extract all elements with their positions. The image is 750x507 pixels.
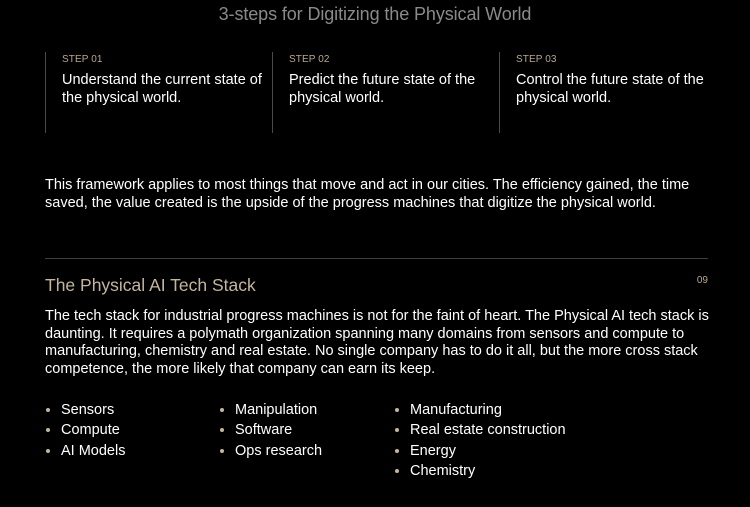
bullet-icon xyxy=(46,428,50,432)
bullet-icon xyxy=(395,408,399,412)
bullet-icon xyxy=(46,449,50,453)
bullet-icon xyxy=(395,428,399,432)
list-item-label: Chemistry xyxy=(410,462,476,479)
list-item-label: AI Models xyxy=(61,442,126,459)
list-item-label: Manufacturing xyxy=(410,402,502,418)
step-1 xyxy=(45,52,272,133)
list-item xyxy=(219,420,322,440)
list-item-label: Software xyxy=(235,422,293,439)
bullet-icon xyxy=(395,449,399,453)
list-item-label: Sensors xyxy=(61,402,115,418)
step-2 xyxy=(272,52,499,133)
page-title: 3-steps for Digitizing the Physical World xyxy=(218,4,532,24)
page-number: 09 xyxy=(696,275,708,286)
tech-stack-list-2 xyxy=(219,400,322,461)
list-item xyxy=(394,400,566,420)
step-3 xyxy=(499,52,719,133)
list-item xyxy=(45,400,125,420)
tech-stack-list-1 xyxy=(45,400,125,461)
list-item-label: Manipulation xyxy=(235,402,318,418)
list-item xyxy=(394,461,566,481)
section-title: The Physical AI Tech Stack xyxy=(45,275,256,295)
list-item xyxy=(219,400,322,420)
bullet-icon xyxy=(220,408,224,412)
list-item-label: Ops research xyxy=(235,442,323,459)
tech-stack-paragraph: The tech stack for industrial progress machines is not for the faint of heart. The Physical AI tech stack is daunting. It requires a polymath organization spanning many domains from sensors and compute to manufacturing, chemistry and real estate. No single company has to do it all, but the more cross stack competence, the more likely that company can earn its keep. xyxy=(45,308,709,377)
step-label: STEP 02 xyxy=(289,54,330,65)
list-item xyxy=(219,441,322,461)
list-item xyxy=(394,420,566,440)
step-label: STEP 03 xyxy=(516,54,557,65)
bullet-icon xyxy=(220,449,224,453)
bullet-icon xyxy=(220,428,224,432)
list-item xyxy=(394,441,566,461)
bullet-icon xyxy=(395,469,399,473)
section-divider xyxy=(45,258,708,259)
framework-paragraph: This framework applies to most things that move and act in our cities. The efficiency gained, the time saved, the value created is the upside of the progress machines that digitize the physical world. xyxy=(45,177,690,211)
step-text: Understand the current state of the physical world. xyxy=(62,72,262,106)
step-label: STEP 01 xyxy=(62,54,103,65)
step-text: Predict the future state of the physical world. xyxy=(289,72,476,106)
list-item xyxy=(45,420,125,440)
list-item-label: Energy xyxy=(410,442,456,459)
list-item-label: Real estate construction xyxy=(410,422,566,439)
list-item-label: Compute xyxy=(61,422,120,439)
bullet-icon xyxy=(46,408,50,412)
step-text: Control the future state of the physical world. xyxy=(516,72,704,106)
tech-stack-list-3 xyxy=(394,400,566,481)
list-item xyxy=(45,441,125,461)
